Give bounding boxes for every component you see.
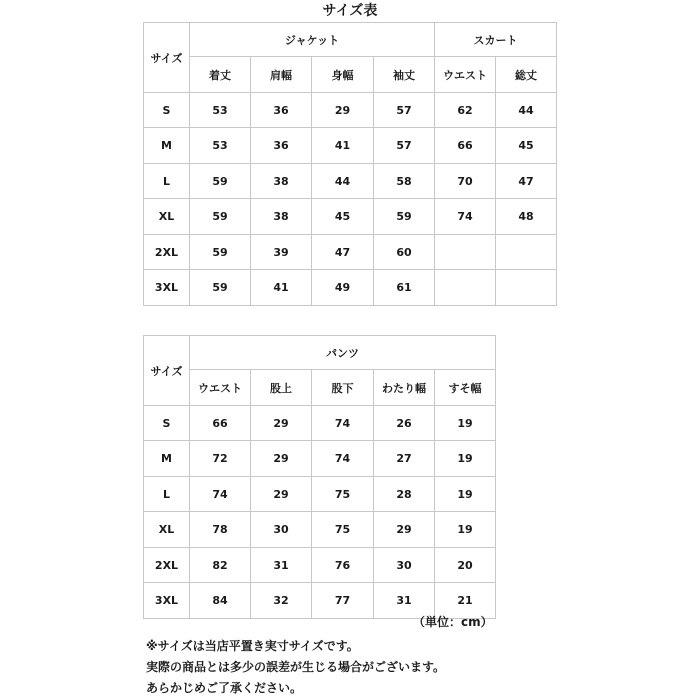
table-cell: 49 [312,270,374,306]
column-header: わたり幅 [374,370,435,406]
table-row [144,235,557,270]
size-table-jacket-skirt [143,22,557,306]
table-row [144,512,496,548]
table-row [144,406,496,441]
table-cell [435,270,496,306]
table-row [144,270,557,306]
table-cell: 30 [374,548,435,583]
table-cell: 84 [190,583,251,619]
table-row [144,199,557,235]
table-cell: 78 [190,512,251,548]
column-header: 肩幅 [251,57,312,93]
table-cell: 44 [312,164,374,199]
pants-group-header: パンツ [190,336,496,370]
size-label-cell: L [144,477,190,512]
skirt-group-header: スカート [435,23,557,57]
table-cell: 41 [251,270,312,306]
table-cell: 30 [251,512,312,548]
column-header: すそ幅 [435,370,496,406]
table-cell: 77 [312,583,374,619]
size-label-cell: M [144,441,190,477]
table-cell: 20 [435,548,496,583]
size-label-cell: 3XL [144,583,190,619]
table-cell: 59 [374,199,435,235]
table-row [144,164,557,199]
table-cell: 59 [190,270,251,306]
column-header: 身幅 [312,57,374,93]
table-cell: 74 [312,406,374,441]
table-cell: 29 [374,512,435,548]
table-cell: 57 [374,93,435,128]
table-cell: 48 [496,199,557,235]
table-cell: 31 [374,583,435,619]
size-label-cell: S [144,93,190,128]
table-cell: 61 [374,270,435,306]
table-cell: 31 [251,548,312,583]
size-column-header: サイズ [144,336,190,406]
size-label-cell: 2XL [144,548,190,583]
table-cell: 28 [374,477,435,512]
table-cell: 59 [190,164,251,199]
table-cell: 74 [312,441,374,477]
table-cell: 75 [312,512,374,548]
table-cell: 47 [496,164,557,199]
table-cell: 60 [374,235,435,270]
table-cell: 45 [496,128,557,164]
size-label-cell: L [144,164,190,199]
size-label-cell: 3XL [144,270,190,306]
table-cell: 70 [435,164,496,199]
table-cell: 36 [251,128,312,164]
table-cell [496,270,557,306]
jacket-group-header: ジャケット [190,23,435,57]
disclaimer-notes [146,636,445,699]
column-header: ウエスト [435,57,496,93]
table-cell: 29 [251,406,312,441]
column-header: 総丈 [496,57,557,93]
note-line: 実際の商品とは多少の誤差が生じる場合がございます。 [146,660,446,674]
table-cell: 75 [312,477,374,512]
table-cell: 19 [435,477,496,512]
table-cell: 41 [312,128,374,164]
table-cell: 21 [435,583,496,619]
table-cell: 66 [190,406,251,441]
table-cell: 62 [435,93,496,128]
table-cell: 44 [496,93,557,128]
size-column-header: サイズ [144,23,190,93]
table-cell: 66 [435,128,496,164]
table-cell: 59 [190,199,251,235]
table-cell: 19 [435,406,496,441]
table-row [144,441,496,477]
column-header: 袖丈 [374,57,435,93]
column-header: ウエスト [190,370,251,406]
table-cell: 36 [251,93,312,128]
table-row [144,93,557,128]
size-label-cell: XL [144,512,190,548]
table-cell: 74 [435,199,496,235]
table-row [144,548,496,583]
table-cell: 29 [251,441,312,477]
column-header: 股上 [251,370,312,406]
page-title: サイズ表 [322,3,378,19]
table-cell: 27 [374,441,435,477]
table-cell: 26 [374,406,435,441]
note-line: ※サイズは当店平置き実寸サイズです。 [146,639,359,653]
table-row [144,477,496,512]
table-cell: 45 [312,199,374,235]
table-cell: 19 [435,441,496,477]
table-cell: 53 [190,93,251,128]
table-cell: 53 [190,128,251,164]
table-cell: 74 [190,477,251,512]
table-cell: 38 [251,199,312,235]
table-cell [496,235,557,270]
table-cell: 76 [312,548,374,583]
column-header: 股下 [312,370,374,406]
size-label-cell: S [144,406,190,441]
size-label-cell: 2XL [144,235,190,270]
table-cell: 47 [312,235,374,270]
table-cell: 19 [435,512,496,548]
size-table-pants [143,335,496,619]
size-label-cell: M [144,128,190,164]
table-cell: 29 [251,477,312,512]
size-label-cell: XL [144,199,190,235]
table-cell: 38 [251,164,312,199]
table-cell: 39 [251,235,312,270]
column-header: 着丈 [190,57,251,93]
table-cell: 32 [251,583,312,619]
note-line: あらかじめご了承ください。 [146,681,303,695]
table-cell: 59 [190,235,251,270]
table-row [144,128,557,164]
table-cell [435,235,496,270]
table-cell: 58 [374,164,435,199]
table-cell: 72 [190,441,251,477]
table-cell: 57 [374,128,435,164]
unit-note: （単位：cm） [413,615,493,629]
table-cell: 82 [190,548,251,583]
table-cell: 29 [312,93,374,128]
